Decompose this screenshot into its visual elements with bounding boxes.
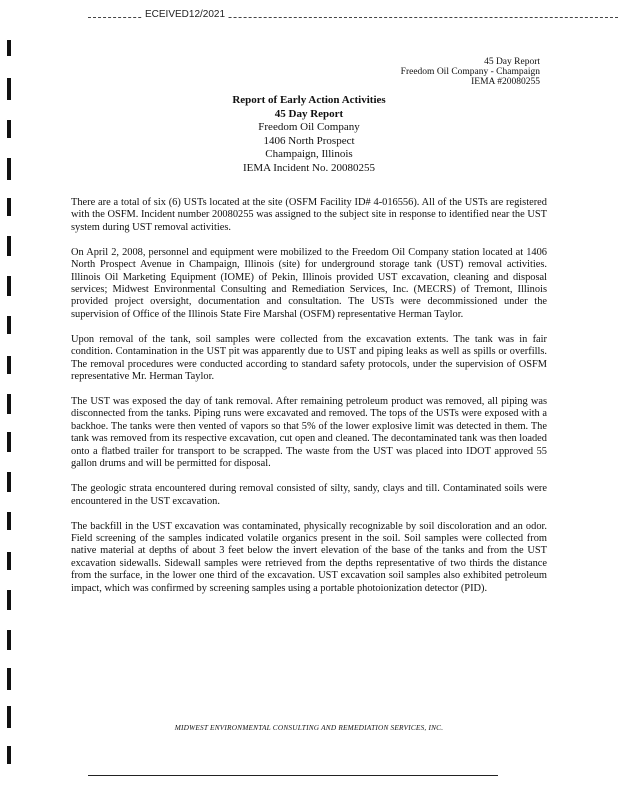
paragraph: Upon removal of the tank, soil samples were collected from the excavation extents. The tank was in fair condition. Contamination in the UST pit was apparently due to UST and piping leaks as well as spills or overfills. The removal procedures were conducted according to standard safety protocols, under the supervision of OSFM representative Mr. Herman Taylor. bbox=[71, 333, 547, 383]
punch-mark bbox=[7, 552, 11, 570]
punch-mark bbox=[7, 512, 11, 530]
company-street: 1406 North Prospect bbox=[263, 134, 355, 147]
punch-mark bbox=[7, 40, 11, 56]
company-footer: MIDWEST ENVIRONMENTAL CONSULTING AND REMEDIATION SERVICES, INC. bbox=[174, 723, 444, 732]
punch-mark bbox=[7, 472, 11, 492]
report-heading bbox=[0, 94, 618, 176]
punch-mark bbox=[7, 630, 11, 650]
paragraph: The UST was exposed the day of tank removal. After remaining petroleum product was removed, all piping was disconnected from the tanks. Piping runs were excavated and removed. The tops of the USTs were exposed with a backhoe. The tanks were then vented of vapors so that 5% of the lower explosive limit was detected in them. The tank was removed from its respective excavation, cut open and cleaned. The decontaminated tank was then loaded onto a flatbed trailer for transport to be scrapped. The waste from the UST was placed into IDOT approved 55 gallon drums and will be permitted for disposal. bbox=[71, 396, 547, 470]
paragraph: The geologic strata encountered during removal consisted of silty, sandy, clays and till. Contaminated soils were encountered in the UST excavation. bbox=[71, 483, 547, 507]
received-stamp: ECEIVED12/2021 bbox=[145, 9, 226, 20]
incident-number: IEMA Incident No. 20080255 bbox=[243, 161, 375, 174]
paragraph: There are a total of six (6) USTs located at the site (OSFM Facility ID# 4-016556). All of the USTs are registered with the OSFM. Incident number 20080255 was assigned to the subject site in response to identified near the UST system during UST removal activities. bbox=[71, 197, 547, 233]
punch-mark bbox=[7, 746, 11, 764]
report-iema-number: IEMA #20080255 bbox=[471, 77, 540, 87]
paragraph: On April 2, 2008, personnel and equipment were mobilized to the Freedom Oil Company station located at 1406 North Prospect Avenue in Champaign, Illinois (site) for underground storage tank (UST) removal activities. Illinois Oil Marketing Equipment (IOME) of Pekin, Illinois provided UST excavation, cleaning and disposal services; Midwest Environmental Consulting and Remediation Services, Inc. (MECRS) of Tremont, Illinois provided project oversight, documentation and consultation. The USTs were decommissioned under the supervision of Office of the Illinois State Fire Marshal (OSFM) representative Herman Taylor. bbox=[71, 246, 547, 320]
report-body bbox=[71, 197, 547, 608]
report-title: Report of Early Action Activities bbox=[232, 94, 386, 106]
report-client: Freedom Oil Company - Champaign bbox=[400, 67, 540, 77]
header-reference bbox=[401, 57, 540, 87]
report-type: 45 Day Report bbox=[484, 57, 540, 67]
punch-mark bbox=[7, 198, 11, 216]
punch-mark bbox=[7, 236, 11, 256]
punch-mark bbox=[7, 668, 11, 690]
report-subtitle: 45 Day Report bbox=[274, 107, 344, 120]
punch-mark bbox=[7, 590, 11, 610]
punch-mark bbox=[7, 394, 11, 414]
bottom-rule bbox=[88, 775, 498, 776]
punch-mark bbox=[7, 356, 11, 374]
punch-mark bbox=[7, 276, 11, 296]
punch-mark bbox=[7, 316, 11, 334]
punch-mark bbox=[7, 432, 11, 452]
paragraph: The backfill in the UST excavation was contaminated, physically recognizable by soil discoloration and an odor. Field screening of the samples indicated volatile organics present in the soil. Soil samples were collected from native material at depths of about 3 feet below the invert elevation of the base of the tanks and from the UST excavation sidewalls. Sidewall samples were retrieved from the depths representative of two thirds the distance from the surface, in the lower one third of the excavation. UST excavation soil samples also exhibited petroleum impact, which was confirmed by screening samples using a portable photoionization detector (PID). bbox=[71, 520, 547, 594]
company-name: Freedom Oil Company bbox=[258, 121, 360, 134]
company-city: Champaign, Illinois bbox=[265, 148, 353, 161]
